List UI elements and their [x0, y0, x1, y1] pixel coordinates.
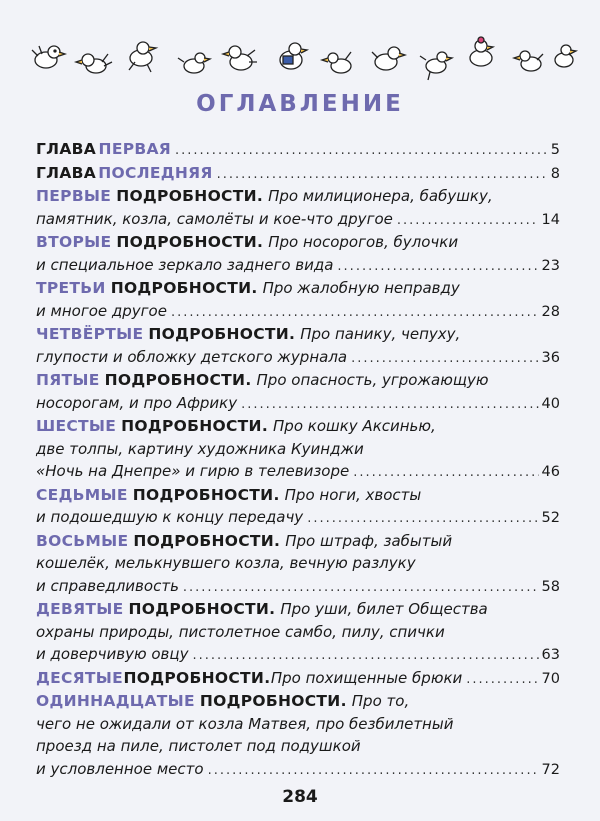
dot-leader	[353, 465, 538, 480]
chapter-description: памятник, козла, самолёты и кое-что другое	[36, 209, 393, 228]
bird-icon	[223, 46, 257, 70]
toc-line	[36, 760, 560, 783]
toc-entry[interactable]	[36, 371, 560, 416]
toc-line	[36, 462, 560, 485]
toc-entry[interactable]	[36, 233, 560, 278]
toc-line	[36, 600, 560, 623]
page-ref: 72	[541, 761, 560, 778]
chapter-keyword: ПОДРОБНОСТИ.	[121, 417, 269, 435]
bird-icon	[129, 42, 156, 72]
bird-icon	[470, 37, 493, 66]
bird-icon	[32, 46, 65, 68]
toc-entry[interactable]	[36, 600, 560, 668]
toc-line	[36, 371, 560, 394]
toc-line	[36, 692, 560, 715]
page-ref: 36	[541, 349, 560, 366]
toc-line	[36, 302, 560, 325]
page-number: 284	[282, 787, 318, 807]
toc-entry[interactable]	[36, 486, 560, 531]
toc-line	[36, 233, 560, 256]
chapter-ordinal: ПЯТЫЕ	[36, 371, 100, 389]
toc-line	[36, 348, 560, 371]
chapter-description: и условленное место	[36, 759, 204, 778]
chapter-description: Про кошку Аксинью,	[273, 417, 436, 435]
toc-line	[36, 417, 560, 440]
dot-leader	[351, 351, 538, 366]
toc-line	[36, 715, 560, 738]
toc-line	[36, 623, 560, 646]
toc-entry[interactable]	[36, 669, 560, 692]
dot-leader	[241, 397, 538, 412]
chapter-ordinal: ДЕСЯТЫЕ	[36, 668, 124, 687]
chapter-word: ГЛАВА	[36, 163, 97, 182]
chapter-description: проезд на пиле, пистолет под подушкой	[36, 737, 361, 755]
dot-leader	[307, 511, 538, 526]
chapter-keyword: ПОДРОБНОСТИ.	[116, 233, 264, 251]
toc-line	[36, 669, 560, 692]
chapter-description: глупости и обложку детского журнала	[36, 347, 348, 366]
chapter-ordinal: ТРЕТЬИ	[36, 279, 106, 297]
page-ref: 52	[541, 510, 560, 526]
chapter-ordinal: ПОСЛЕДНЯЯ	[98, 163, 213, 182]
dot-leader	[192, 648, 538, 663]
chapter-word: ГЛАВА	[36, 140, 97, 158]
toc-entry[interactable]	[36, 417, 560, 485]
toc-line	[36, 486, 560, 509]
toc-line	[36, 279, 560, 302]
toc-line	[36, 554, 560, 577]
chapter-ordinal: ОДИННАДЦАТЫЕ	[36, 692, 195, 710]
bird-icon	[322, 52, 351, 73]
chapter-description: Про ноги, хвосты	[284, 485, 422, 504]
toc-title: ОГЛАВЛЕНИЕ	[196, 91, 404, 117]
chapter-keyword: ПОДРОБНОСТИ.	[128, 600, 276, 618]
bird-icon	[372, 47, 405, 70]
page-ref: 14	[541, 211, 560, 228]
chapter-ordinal: ДЕВЯТЫЕ	[36, 600, 124, 618]
chapter-keyword: ПОДРОБНОСТИ.	[148, 325, 296, 343]
chapter-keyword: ПОДРОБНОСТИ.	[123, 668, 271, 687]
chapter-description: Про жалобную неправду	[262, 279, 460, 297]
chapter-description: кошелёк, мелькнувшего козла, вечную разлуку	[36, 554, 416, 572]
page-ref: 28	[541, 303, 560, 320]
page-ref: 63	[541, 647, 560, 663]
chapter-description: Про то,	[351, 692, 410, 710]
toc-line	[36, 187, 560, 210]
chapter-description: Про штраф, забытый	[285, 531, 453, 550]
chapter-ordinal: ПЕРВЫЕ	[36, 187, 112, 205]
toc-line	[36, 508, 560, 531]
toc-line	[36, 256, 560, 279]
page-ref: 58	[541, 578, 560, 595]
chapter-description: и специальное зеркало заднего вида	[36, 255, 334, 274]
toc-line	[36, 440, 560, 463]
toc-line	[36, 140, 560, 163]
dot-leader	[397, 213, 539, 228]
chapter-description: Про милиционера, бабушку,	[268, 187, 493, 205]
chapter-keyword: ПОДРОБНОСТИ.	[110, 279, 258, 297]
toc-entry[interactable]	[36, 279, 560, 324]
page-ref: 70	[541, 670, 560, 687]
chapter-ordinal: ПЕРВАЯ	[98, 140, 172, 158]
bird-icon	[514, 51, 543, 71]
chapter-description: чего не ожидали от козла Матвея, про безбилетный	[36, 714, 454, 733]
page-ref: 8	[550, 165, 560, 182]
chapter-description: Про уши, билет Общества	[280, 600, 488, 618]
bird-icon	[178, 53, 210, 73]
chapter-description: Про опасность, угрожающую	[256, 371, 489, 389]
chapter-description: и доверчивую овцу	[36, 645, 189, 663]
dot-leader	[217, 167, 548, 182]
chapter-description: Про похищенные брюки	[270, 668, 463, 687]
chapter-description: и многое другое	[36, 301, 167, 320]
chapter-ordinal: ВТОРЫЕ	[36, 233, 112, 251]
toc-entry[interactable]	[36, 164, 560, 187]
toc-line	[36, 325, 560, 348]
chapter-keyword: ПОДРОБНОСТИ.	[104, 371, 252, 389]
toc-entry[interactable]	[36, 140, 560, 163]
chapter-description: носорогам, и про Африку	[36, 393, 238, 412]
chapter-keyword: ПОДРОБНОСТИ.	[116, 187, 264, 205]
chapter-description: две толпы, картину художника Куинджи	[36, 439, 364, 458]
page-ref: 46	[541, 464, 560, 480]
toc-line	[36, 164, 560, 187]
table-of-contents	[36, 140, 560, 782]
dot-leader	[183, 580, 539, 595]
toc-entry[interactable]	[36, 532, 560, 600]
chapter-keyword: ПОДРОБНОСТИ.	[199, 692, 347, 710]
page-ref: 5	[550, 142, 560, 158]
toc-line	[36, 210, 560, 233]
birds-decoration	[24, 24, 584, 84]
toc-line	[36, 394, 560, 417]
toc-entry[interactable]	[36, 187, 560, 232]
bird-icon	[280, 43, 307, 69]
chapter-ordinal: СЕДЬМЫЕ	[36, 485, 128, 504]
chapter-ordinal: ВОСЬМЫЕ	[36, 531, 129, 550]
toc-line	[36, 737, 560, 760]
toc-line	[36, 577, 560, 600]
toc-line	[36, 532, 560, 555]
page-ref: 23	[541, 257, 560, 274]
chapter-keyword: ПОДРОБНОСТИ.	[132, 485, 280, 504]
bird-icon	[420, 52, 452, 80]
page-ref: 40	[541, 395, 560, 412]
toc-entry[interactable]	[36, 692, 560, 782]
chapter-ordinal: ШЕСТЫЕ	[36, 417, 117, 435]
chapter-description: Про панику, чепуху,	[300, 325, 461, 343]
bird-icon	[555, 45, 576, 67]
chapter-keyword: ПОДРОБНОСТИ.	[133, 531, 281, 550]
chapter-description: «Ночь на Днепре» и гирю в телевизоре	[36, 462, 350, 480]
bird-icon	[76, 54, 112, 73]
chapter-description: и подошедшую к концу передачу	[36, 508, 304, 526]
dot-leader	[175, 143, 548, 158]
chapter-description: охраны природы, пистолетное самбо, пилу, спички	[36, 622, 445, 641]
dot-leader	[208, 763, 539, 778]
dot-leader	[466, 672, 538, 687]
dot-leader	[337, 259, 538, 274]
dot-leader	[171, 305, 539, 320]
chapter-description: Про носорогов, булочки	[268, 233, 459, 251]
chapter-ordinal: ЧЕТВЁРТЫЕ	[36, 325, 144, 343]
chapter-description: и справедливость	[36, 576, 179, 595]
toc-entry[interactable]	[36, 325, 560, 370]
toc-line	[36, 645, 560, 668]
